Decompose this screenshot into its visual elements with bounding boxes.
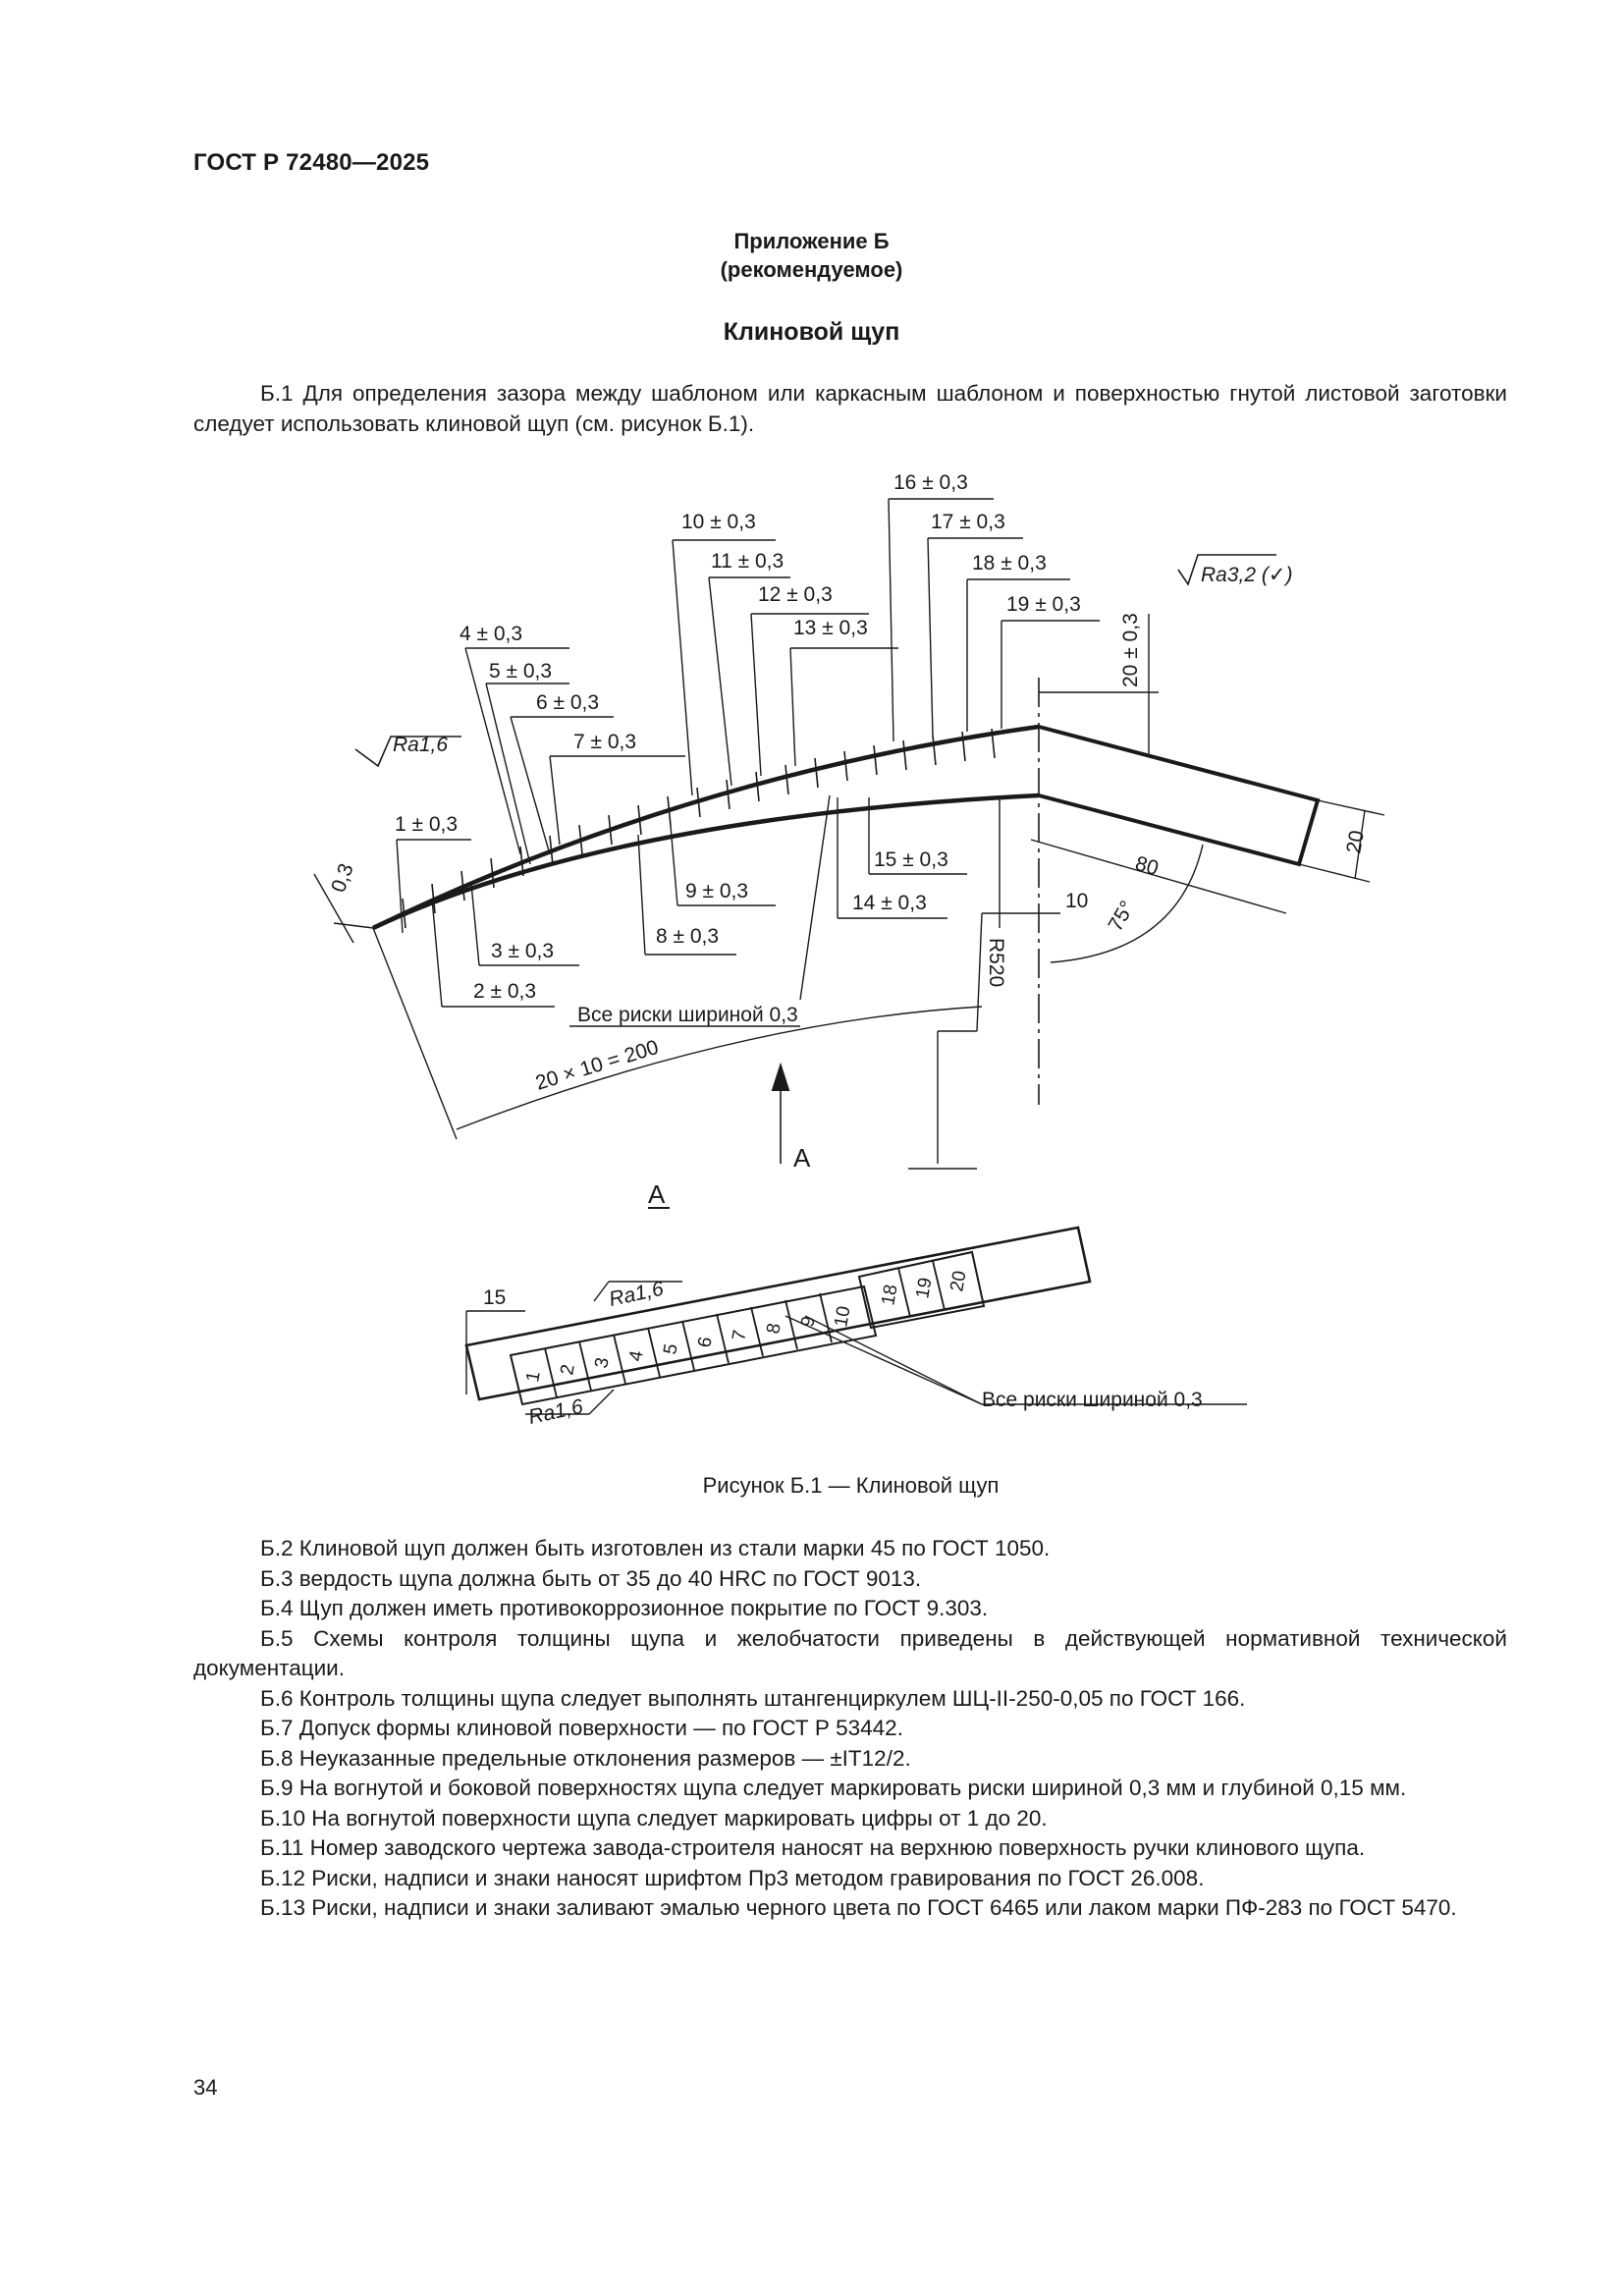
tol-2: 2 ± 0,3 [473,980,537,1003]
view-arrow-label: А [793,1143,811,1173]
dim-10: 10 [1065,890,1089,912]
tol-16: 16 ± 0,3 [893,471,968,494]
tol-14: 14 ± 0,3 [852,892,927,914]
scale-number: 2 [557,1362,579,1377]
tol-7: 7 ± 0,3 [573,731,637,753]
scale-number: 3 [591,1355,614,1370]
annex-status: (рекомендуемое) [720,257,903,282]
tol-8: 8 ± 0,3 [656,925,720,948]
scale-number: 20 [947,1269,971,1293]
scale-number: 18 [878,1283,902,1307]
scale-number: 10 [831,1304,855,1329]
list-item: Б.8 Неуказанные предельные отклонения размеров — ±IT12/2. [260,1745,911,1771]
tol-18: 18 ± 0,3 [972,552,1047,574]
angle-75: 75° [1104,897,1140,936]
tol-11: 11 ± 0,3 [711,550,784,573]
document-header: ГОСТ Р 72480—2025 [193,149,430,176]
list-item: Б.7 Допуск формы клиновой поверхности — по ГОСТ Р 53442. [260,1716,903,1740]
list-item: Б.9 На вогнутой и боковой поверхностях щупа следует маркировать риски шириной 0,3 мм и глубиной 0,15 мм. [260,1776,1407,1800]
radius-520: R520 [985,938,1007,988]
tol-9: 9 ± 0,3 [685,880,749,902]
intro-paragraph: Б.1 Для определения зазора между шаблоном или каркасным шаблоном и поверхностью гнутой листовой заготовки следует использовать клиновой щуп (см. рисунок Б.1). [193,381,1507,436]
tol-10: 10 ± 0,3 [681,511,756,533]
annex-title: Приложение Б [733,229,890,253]
view-dim-15: 15 [483,1286,507,1309]
scale-number: 1 [522,1369,545,1384]
list-item: Б.6 Контроль толщины щупа следует выполнять штангенциркулем ШЦ-II-250-0,05 по ГОСТ 166. [260,1685,1246,1711]
view-all-marks: Все риски шириной 0,3 [982,1389,1203,1411]
section-title: Клиновой щуп [723,318,900,346]
list-item: Б.13 Риски, надписи и знаки заливают эмалью черного цвета по ГОСТ 6465 или лаком марки ПФ-283 по ГОСТ 5470. [260,1895,1457,1920]
tol-13: 13 ± 0,3 [793,617,868,639]
roughness-main: Ra3,2 (✓) [1201,564,1293,586]
view-ra-bottom: Ra1,6 [526,1394,585,1429]
list-item: Б.11 Номер заводского чертежа завода-строителя наносят на верхнюю поверхность ручки клинового щупа. [260,1835,1366,1860]
scale-number: 19 [912,1276,937,1300]
list-item: Б.5 Схемы контроля толщины щупа и желобчатости приведены в действующей нормативной технической документации. [193,1625,1507,1680]
list-item: Б.10 На вогнутой поверхности щупа следует маркировать цифры от 1 до 20. [260,1805,1048,1831]
roughness-left: Ra1,6 [393,734,449,756]
tol-17: 17 ± 0,3 [931,511,1005,533]
arc-formula: 20 × 10 = 200 [532,1035,662,1095]
scale-number: 5 [660,1341,682,1356]
dim-20: 20 [1342,828,1369,855]
tol-12: 12 ± 0,3 [758,583,833,606]
tol-1: 1 ± 0,3 [395,813,459,836]
tol-3: 3 ± 0,3 [491,940,555,962]
tol-5: 5 ± 0,3 [489,660,553,683]
tol-20: 20 ± 0,3 [1119,613,1142,687]
tol-6: 6 ± 0,3 [536,691,600,714]
list-item: Б.3 вердость щупа должна быть от 35 до 40 HRC по ГОСТ 9013. [260,1565,922,1591]
tol-4: 4 ± 0,3 [460,623,523,645]
list-item: Б.2 Клиновой щуп должен быть изготовлен из стали марки 45 по ГОСТ 1050. [260,1536,1051,1560]
view-title: А [648,1179,666,1209]
tol-19: 19 ± 0,3 [1006,593,1081,616]
figure-caption: Рисунок Б.1 — Клиновой щуп [702,1473,1000,1498]
dim-0-3: 0,3 [327,860,358,896]
scale-number: 4 [625,1348,648,1363]
list-item: Б.12 Риски, надписи и знаки наносят шрифтом Пр3 методом гравирования по ГОСТ 26.008. [260,1865,1205,1890]
dim-80: 80 [1132,851,1162,881]
all-marks-top: Все риски шириной 0,3 [577,1004,798,1026]
scale-number: 7 [729,1328,751,1342]
tol-15: 15 ± 0,3 [874,848,948,871]
scale-number: 8 [763,1321,785,1336]
view-ra-top: Ra1,6 [607,1277,666,1311]
scale-number: 9 [797,1314,820,1329]
scale-number: 6 [694,1335,717,1349]
list-item: Б.4 Щуп должен иметь противокоррозионное покрытие по ГОСТ 9.303. [260,1596,989,1620]
page-number: 34 [193,2075,218,2100]
requirements-list [193,1534,1507,1924]
